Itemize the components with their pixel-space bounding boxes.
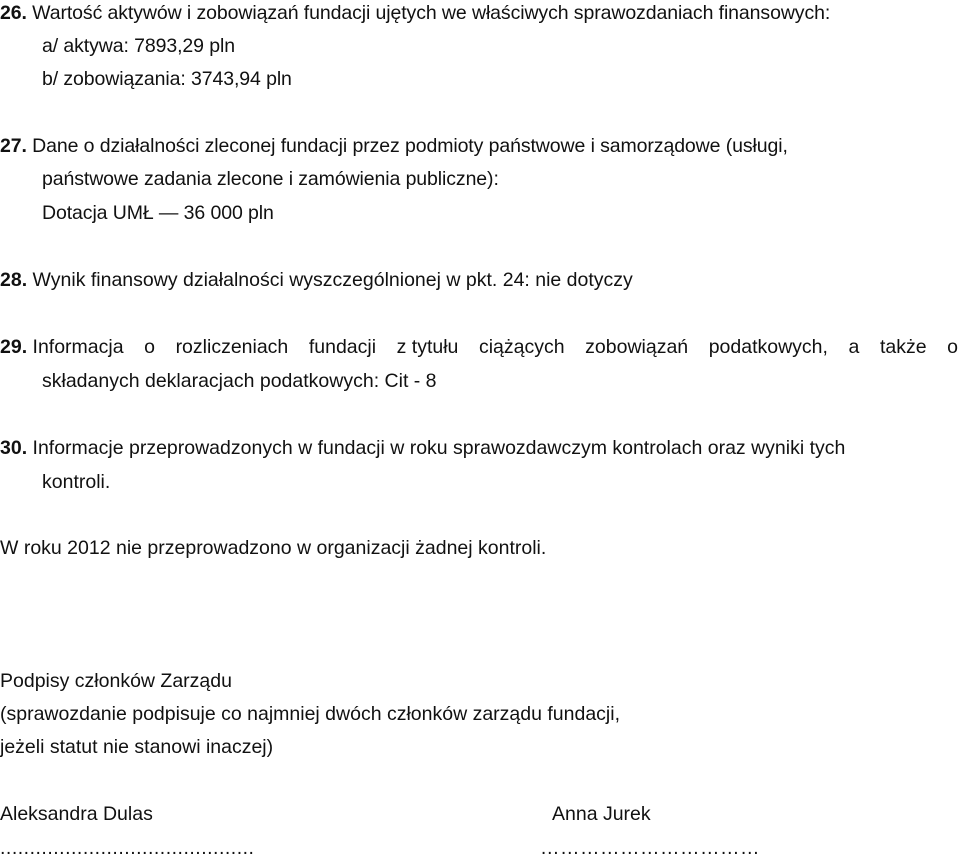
signatures-note-line1: (sprawozdanie podpisuje co najmniej dwóch członków zarządu fundacji, — [0, 703, 621, 725]
item-26-heading — [0, 0, 830, 30]
signer-name-1: Aleksandra Dulas — [0, 803, 153, 825]
item-29-word — [0, 331, 124, 364]
item-27-heading — [0, 130, 788, 163]
control-statement: W roku 2012 nie przeprowadzono w organizacji żadnej kontroli. — [0, 537, 547, 559]
item-28-number: 28. — [0, 269, 28, 291]
item-26-number: 26. — [0, 2, 27, 24]
item-30-text-line1: Informacje przeprowadzonych w fundacji w roku sprawozdawczym kontrolach oraz wyniki tych — [32, 437, 846, 459]
item-27-answer: Dotacja UMŁ — 36 000 pln — [42, 202, 274, 224]
signature-line-1: ........................................... — [0, 837, 255, 859]
item-29-word-10: o — [947, 336, 958, 358]
item-29-word-7: podatkowych, — [708, 336, 828, 358]
item-29-word-4: z tytułu — [396, 336, 459, 358]
item-30-text-line2: kontroli. — [42, 471, 111, 493]
signatures-note-line2: jeżeli statut nie stanowi inaczej) — [0, 736, 274, 758]
item-29-word-8: a — [848, 336, 860, 358]
item-28-text: Wynik finansowy działalności wyszczególnionej w pkt. 24: nie dotyczy — [32, 269, 633, 291]
item-29-line1 — [0, 331, 958, 364]
signatures-heading: Podpisy członków Zarządu — [0, 670, 232, 692]
item-29-word-6: zobowiązań — [585, 336, 689, 358]
item-29-word-3: fundacji — [308, 336, 377, 358]
item-27-number: 27. — [0, 135, 27, 157]
item-26-liabilities: b/ zobowiązania: 3743,94 pln — [42, 68, 292, 90]
item-27-text-line1: Dane o działalności zleconej fundacji przez podmioty państwowe i samorządowe (usługi, — [32, 135, 788, 157]
item-29-word-2: rozliczeniach — [175, 336, 289, 358]
item-29-word-9: także — [879, 336, 927, 358]
item-29-number: 29. — [0, 336, 28, 358]
item-27-text-line2: państwowe zadania zlecone i zamówienia publiczne): — [42, 168, 499, 190]
item-29-word-1: o — [144, 336, 155, 358]
item-26-assets: a/ aktywa: 7893,29 pln — [42, 35, 235, 57]
signer-name-2: Anna Jurek — [552, 803, 651, 825]
item-26-text: Wartość aktywów i zobowiązań fundacji ujętych we właściwych sprawozdaniach finansowych: — [32, 2, 831, 24]
item-30-number: 30. — [0, 437, 28, 459]
item-30-heading — [0, 432, 845, 465]
item-29-text-line2: składanych deklaracjach podatkowych: Cit - 8 — [42, 370, 437, 392]
item-28 — [0, 264, 633, 297]
item-29-word-5: ciążących — [478, 336, 565, 358]
signature-line-2: …………………………… — [540, 837, 760, 859]
item-29-word-0: Informacja — [32, 336, 124, 358]
